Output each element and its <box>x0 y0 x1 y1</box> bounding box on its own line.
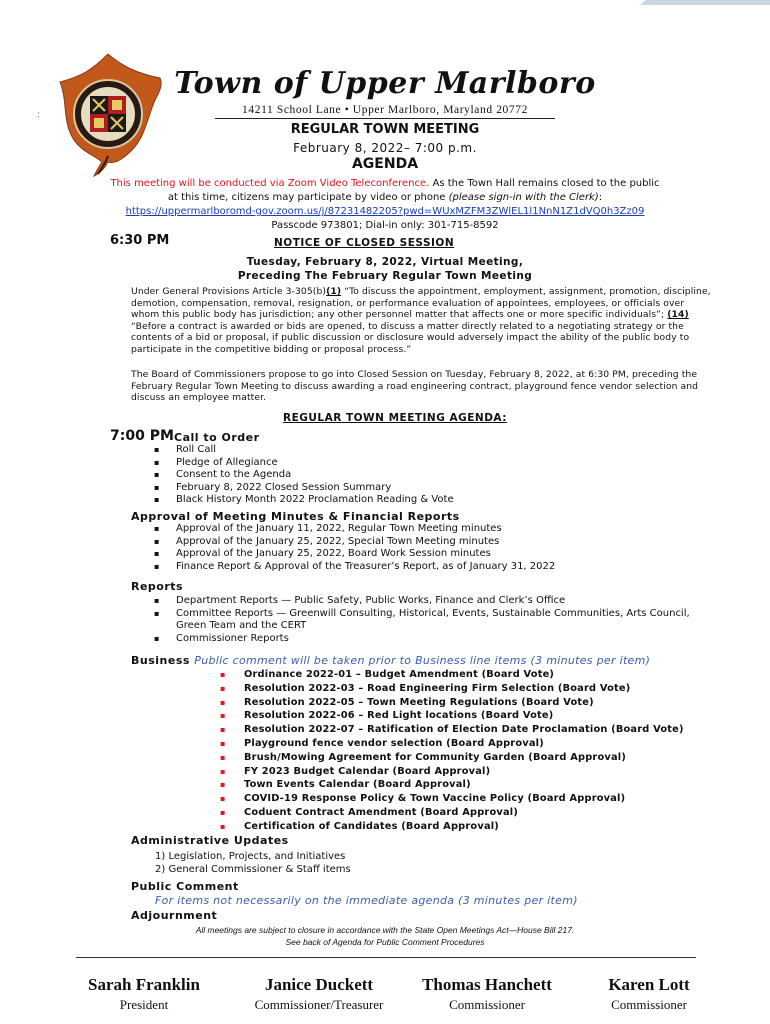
list-item: ▪ Ordinance 2022-01 – Budget Amendment (Board Vote) <box>220 668 684 682</box>
closed-session-time: 6:30 PM <box>110 233 170 248</box>
official-role: Commissioner <box>449 997 525 1012</box>
list-item: ▪ Committee Reports — Greenwill Consulting, Historical, Events, Sustainable Communities, Arts Council, Green Team and the CERT <box>154 608 714 633</box>
zoom-link[interactable]: https://uppermarlboromd-gov.zoom.us/j/87231482205?pwd=WUxMZFM3ZWlEL1l1NnN1Z1dVQ0h3Zz09 <box>125 206 645 217</box>
list-item: ▪ Department Reports — Public Safety, Public Works, Finance and Clerk’s Office <box>154 595 714 608</box>
closed-session-para-c: “Before a contract is awarded or bids are opened, to discuss a matter directly related to a negotiating strategy or the contents of a bid or proposal, if public discussion or disclosure would adversely impact the ability of the public body to participate in the competitive bidding or proposal process.” <box>131 320 690 355</box>
closed-session-subheading-1: Tuesday, February 8, 2022, Virtual Meeting, <box>246 256 524 268</box>
minutes-list <box>154 523 555 573</box>
list-item: ▪ FY 2023 Budget Calendar (Board Approval) <box>220 765 684 779</box>
admin-updates-heading: Administrative Updates <box>131 834 289 847</box>
list-item: ▪ Resolution 2022-07 – Ratification of Election Date Proclamation (Board Vote) <box>220 723 684 737</box>
list-item: ▪ COVID-19 Response Policy & Town Vaccine Policy (Board Approval) <box>220 792 684 806</box>
call-to-order-heading: Call to Order <box>174 431 260 444</box>
business-heading: Business <box>131 654 190 667</box>
call-to-order-list <box>154 444 454 507</box>
list-item: ▪ Approval of the January 11, 2022, Regular Town Meeting minutes <box>154 523 555 536</box>
official-name: Thomas Hanchett <box>422 975 552 994</box>
closed-session-paragraph <box>131 286 711 356</box>
provision-1: (1) <box>326 286 342 297</box>
official-name: Karen Lott <box>608 975 690 994</box>
admin-item-1: 1) Legislation, Projects, and Initiatives <box>155 851 346 862</box>
closed-session-heading: NOTICE OF CLOSED SESSION <box>274 237 455 249</box>
list-item: ▪ Resolution 2022-06 – Red Light locations (Board Vote) <box>220 709 684 723</box>
corner-ribbon <box>640 0 770 12</box>
list-item: ▪ February 8, 2022 Closed Session Summary <box>154 482 454 495</box>
open-meetings-note: All meetings are subject to closure in accordance with the State Open Meetings Act—House Bill 217. <box>195 925 575 935</box>
official-card <box>412 975 562 1013</box>
regular-agenda-heading: REGULAR TOWN MEETING AGENDA: <box>283 412 507 424</box>
list-item: ▪ Brush/Mowing Agreement for Community Garden (Board Approval) <box>220 751 684 765</box>
business-list <box>220 668 684 834</box>
public-comment-procedures-note: See back of Agenda for Public Comment Procedures <box>285 937 485 947</box>
list-item: ▪ Finance Report & Approval of the Treasurer’s Report, as of January 31, 2022 <box>154 561 555 574</box>
public-comment-note: For items not necessarily on the immediate agenda (3 minutes per item) <box>155 894 578 907</box>
closed-session-subheading-2: Preceding The February Regular Town Meeting <box>237 270 533 282</box>
zoom-passcode: Passcode 973801; Dial-in only: 301-715-8592 <box>271 220 499 231</box>
business-note: Public comment will be taken prior to Business line items (3 minutes per item) <box>194 654 651 667</box>
list-item: ▪ Consent to the Agenda <box>154 469 454 482</box>
signature-rule <box>76 957 696 958</box>
list-item: ▪ Commissioner Reports <box>154 633 714 646</box>
public-comment-heading: Public Comment <box>131 880 239 893</box>
zoom-notice-red: This meeting will be conducted via Zoom Video Teleconference. <box>110 178 430 189</box>
reports-list <box>154 595 714 645</box>
zoom-notice-italic: (please sign-in with the Clerk) <box>448 192 599 203</box>
official-name: Sarah Franklin <box>88 975 200 994</box>
official-name: Janice Duckett <box>264 975 374 994</box>
list-item: ▪ Roll Call <box>154 444 454 457</box>
official-role: Commissioner/Treasurer <box>254 997 384 1012</box>
official-role: Commissioner <box>611 997 687 1012</box>
list-item: ▪ Approval of the January 25, 2022, Board Work Session minutes <box>154 548 555 561</box>
list-item: ▪ Resolution 2022-05 – Town Meeting Regulations (Board Vote) <box>220 696 684 710</box>
zoom-notice-text: As the Town Hall remains closed to the public at this time, citizens may participate by video or phone <box>167 178 660 203</box>
edge-mark: : <box>37 110 41 120</box>
closed-session-purpose: The Board of Commissioners propose to go into Closed Session on Tuesday, February 8, 2022, at 6:30 PM, preceding the February Regular Town Meeting to discuss awarding a road engineering contract, playground fence vendor selection and discuss an employee matter. <box>131 369 699 404</box>
meeting-title: REGULAR TOWN MEETING <box>290 122 480 137</box>
list-item: ▪ Approval of the January 25, 2022, Special Town Meeting minutes <box>154 536 555 549</box>
town-name: Town of Upper Marlboro <box>174 66 596 101</box>
official-role: President <box>119 997 169 1012</box>
header-rule <box>215 118 555 119</box>
official-card <box>76 975 212 1013</box>
ribbon-shape <box>640 0 770 12</box>
reports-heading: Reports <box>131 580 184 593</box>
closed-session-para-a: Under General Provisions Article 3-305(b) <box>131 286 327 297</box>
official-card <box>594 975 704 1013</box>
adjournment-heading: Adjournment <box>131 909 218 922</box>
list-item: ▪ Resolution 2022-03 – Road Engineering Firm Selection (Board Vote) <box>220 682 684 696</box>
list-item: ▪ Coduent Contract Amendment (Board Approval) <box>220 806 684 820</box>
zoom-notice-colon: : <box>598 192 603 203</box>
closed-session-para-b: “To discuss the appointment, employment, assignment, promotion, discipline, demotion, compensation, removal, resignation, or performance evaluation of appointees, employees, or officials over whom this public body has jurisdiction; any other personnel matter that affects one or more specific individuals”; <box>131 286 711 321</box>
agenda-heading: AGENDA <box>351 156 419 172</box>
zoom-notice <box>110 177 660 233</box>
town-address: 14211 School Lane • Upper Marlboro, Maryland 20772 <box>242 104 528 116</box>
admin-item-2: 2) General Commissioner & Staff items <box>155 864 351 875</box>
meeting-date: February 8, 2022– 7:00 p.m. <box>293 141 477 155</box>
minutes-heading: Approval of Meeting Minutes & Financial Reports <box>131 510 460 523</box>
list-item: ▪ Pledge of Allegiance <box>154 457 454 470</box>
provision-14: (14) <box>667 309 689 321</box>
business-heading-row <box>131 654 650 667</box>
list-item: ▪ Certification of Candidates (Board Approval) <box>220 820 684 834</box>
regular-time: 7:00 PM <box>110 428 174 444</box>
list-item: ▪ Town Events Calendar (Board Approval) <box>220 778 684 792</box>
list-item: ▪ Playground fence vendor selection (Board Approval) <box>220 737 684 751</box>
official-card <box>236 975 402 1013</box>
list-item: ▪ Black History Month 2022 Proclamation Reading & Vote <box>154 494 454 507</box>
